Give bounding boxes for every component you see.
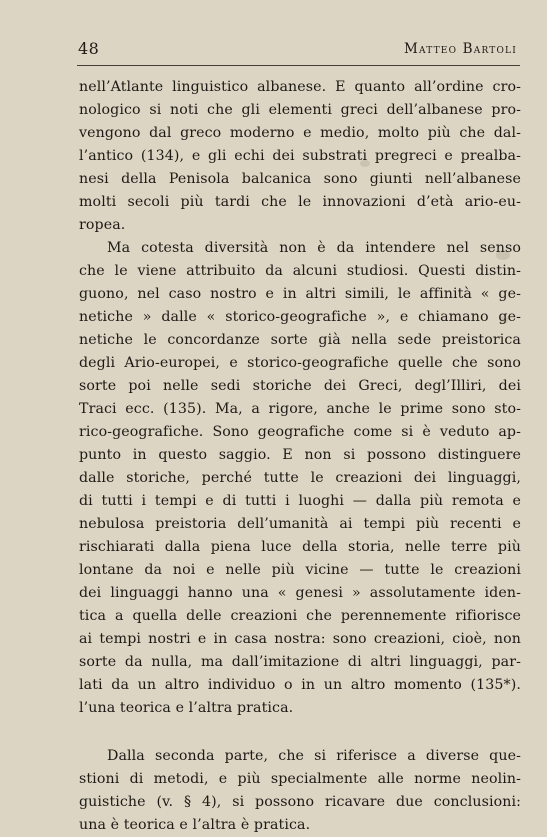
text-line: che le viene attribuito da alcuni studiosi. Questi distin- <box>79 263 521 279</box>
text-line: vengono dal greco moderno e medio, molto più che dal- <box>79 125 521 141</box>
text-line: sorte poi nelle sedi storiche dei Greci, degl’Illiri, dei <box>79 378 521 394</box>
text-line: tica a quella delle creazioni che perennemente rifiorisce <box>79 608 521 624</box>
text-line: sorte da nulla, ma dall’imitazione di altri linguaggi, par- <box>79 654 521 670</box>
text-line: Traci ecc. (135). Ma, a rigore, anche le prime sono sto- <box>79 401 521 417</box>
text-line: dei linguaggi hanno una « genesi » assolutamente iden- <box>79 585 521 601</box>
text-line: stioni di metodi, e più specialmente alle norme neolin- <box>79 771 521 787</box>
text-line: Dalla seconda parte, che si riferisce a diverse que- <box>107 748 521 764</box>
text-line: nebulosa preistoria dell’umanità ai tempi più recenti e <box>79 516 521 532</box>
text-line: netiche » dalle « storico-geografiche », e chiamano ge- <box>79 309 521 325</box>
text-line: guistiche (v. § 4), si possono ricavare due conclusioni: <box>79 794 521 810</box>
text-line: l’una teorica e l’altra pratica. <box>79 700 294 716</box>
paragraph-1 <box>79 76 521 237</box>
text-line: rico-geografiche. Sono geografiche come si è veduto ap- <box>79 424 521 440</box>
text-line: di tutti i tempi e di tutti i luoghi — dalla più remota e <box>79 493 521 509</box>
text-line: ropea. <box>79 217 126 233</box>
paragraph-gap <box>79 720 521 745</box>
text-line: nell’Atlante linguistico albanese. E quanto all’ordine cro- <box>79 79 521 95</box>
text-line: netiche le concordanze sorte già nella sede preistorica <box>79 332 521 348</box>
text-line: una è teorica e l’altra è pratica. <box>79 817 311 833</box>
running-head: Matteo Bartoli <box>404 41 517 57</box>
paragraph-2 <box>79 237 521 720</box>
page-number: 48 <box>78 39 100 58</box>
text-line: ai tempi nostri e in casa nostra: sono creazioni, cioè, non <box>79 631 521 647</box>
text-line: rischiarati dalla piena luce della storia, nelle terre più <box>79 539 521 555</box>
text-line: l’antico (134), e gli echi dei substrati pregreci e prealba- <box>79 148 521 164</box>
text-line: lati da un altro individuo o in un altro momento (135*). <box>79 677 521 693</box>
text-line: degli Ario-europei, e storico-geografiche quelle che sono <box>79 355 521 371</box>
body-text <box>79 76 521 837</box>
text-line: lontane da noi e nelle più vicine — tutte le creazioni <box>79 562 521 578</box>
text-line: guono, nel caso nostro e in altri simili, le affinità « ge- <box>79 286 521 302</box>
text-line: nologico si noti che gli elementi greci dell’albanese pro- <box>79 102 521 118</box>
text-line: molti secoli più tardi che le innovazioni d’età ario-eu- <box>79 194 521 210</box>
text-line: nesi della Penisola balcanica sono giunti nell’albanese <box>79 171 521 187</box>
header-rule <box>77 65 520 66</box>
text-line: Ma cotesta diversità non è da intendere nel senso <box>107 240 521 256</box>
text-line: punto in questo saggio. E non si possono distinguere <box>79 447 521 463</box>
text-line: dalle storiche, perché tutte le creazioni dei linguaggi, <box>79 470 521 486</box>
paragraph-3 <box>79 745 521 837</box>
